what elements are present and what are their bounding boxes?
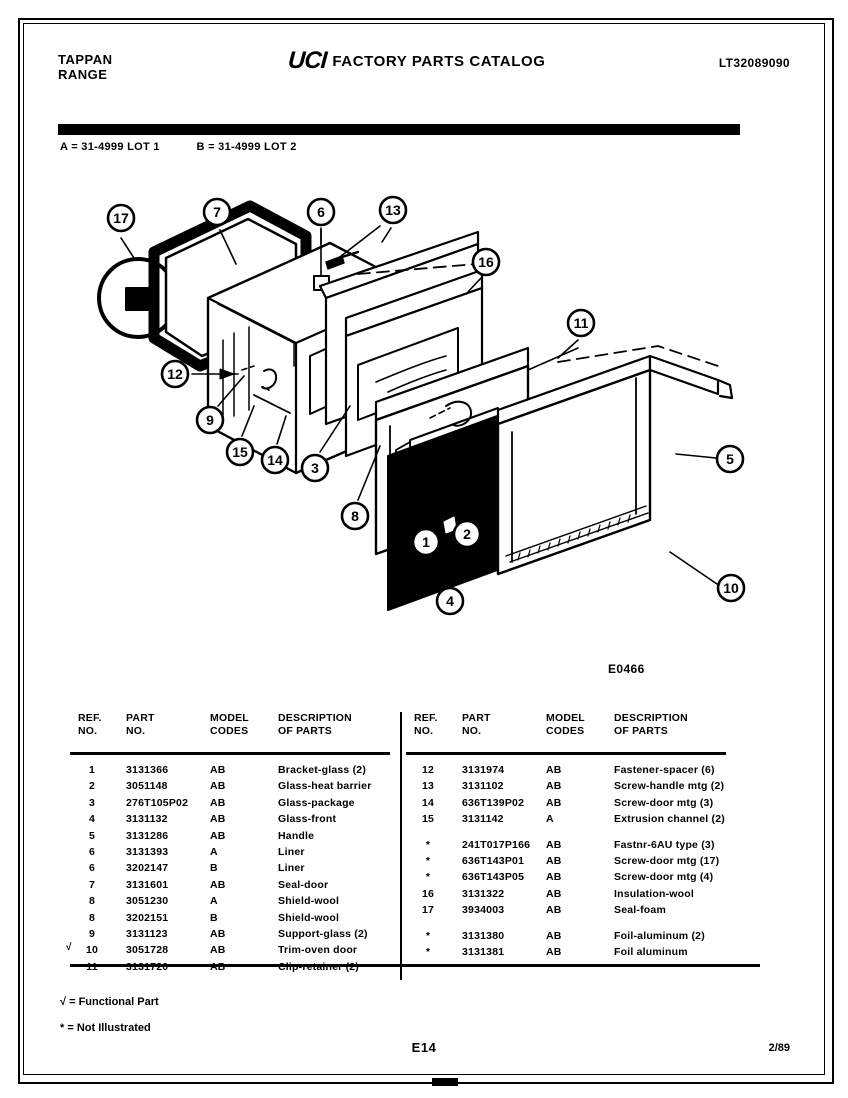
table-row: [406, 764, 736, 780]
header-divider-thin: [58, 133, 740, 135]
brand-name: [58, 52, 113, 82]
brand-line-1: TAPPAN: [58, 52, 113, 67]
cell-part-no: 3131322: [462, 887, 505, 900]
table-header-right: [406, 712, 742, 750]
svg-text:1: 1: [422, 534, 430, 550]
svg-text:7: 7: [213, 204, 221, 220]
cell-description: Liner: [278, 845, 305, 858]
table-row: [406, 797, 736, 813]
header-ref-no: REF. NO.: [78, 712, 102, 737]
cell-model-codes: AB: [546, 764, 562, 776]
cell-description: Handle: [278, 829, 315, 842]
header-part-no: PART NO.: [126, 712, 155, 737]
cell-ref-no: 8: [88, 911, 96, 924]
cell-model-codes: AB: [210, 944, 226, 957]
table-row: [406, 813, 736, 829]
cell-model-codes: A: [546, 813, 554, 826]
cell-model-codes: AB: [546, 796, 562, 809]
table-row: [70, 797, 400, 813]
table-row: [70, 830, 400, 846]
cell-model-codes: AB: [546, 838, 562, 851]
svg-text:17: 17: [113, 210, 129, 226]
table-row: [70, 764, 400, 780]
uci-logo: UCI: [287, 47, 328, 74]
svg-text:9: 9: [206, 412, 214, 428]
cell-model-codes: AB: [210, 796, 226, 809]
cell-description: Trim-oven door: [278, 944, 358, 957]
cell-ref-no: 14: [421, 796, 435, 809]
cell-part-no: 241T017P166: [462, 838, 531, 851]
cell-model-codes: A: [210, 895, 218, 908]
catalog-title: FACTORY PARTS CATALOG: [332, 52, 546, 70]
cell-part-no: 276T105P02: [126, 796, 189, 809]
brand-line-2: RANGE: [58, 67, 108, 82]
drawing-code: E0466: [608, 662, 645, 676]
table-column-divider: [400, 712, 402, 980]
table-header-left: [70, 712, 406, 750]
table-row: [406, 888, 736, 904]
exploded-parts-diagram: [58, 170, 758, 680]
table-row: [70, 862, 400, 878]
cell-part-no: 3051148: [126, 780, 168, 793]
cell-part-no: 636T143P05: [462, 871, 525, 884]
cell-part-no: 3131381: [462, 945, 505, 958]
table-bottom-rule: [70, 964, 760, 967]
callout-10: [718, 575, 744, 601]
cell-model-codes: AB: [210, 764, 226, 776]
cell-ref-no: 4: [88, 813, 96, 826]
callout-5: [717, 446, 743, 472]
table-row: [406, 930, 736, 946]
svg-text:8: 8: [351, 508, 359, 524]
cell-description: Screw-door mtg (3): [614, 796, 714, 809]
cell-ref-no: 9: [88, 927, 96, 940]
cell-ref-no: 10 √: [66, 942, 99, 957]
cell-part-no: 3051230: [126, 895, 169, 908]
cell-description: Shield-wool: [278, 911, 340, 924]
cell-part-no: 3202147: [126, 862, 169, 875]
row-spacer: [406, 830, 736, 839]
cell-description: Screw-handle mtg (2): [614, 780, 725, 793]
parts-rows-left: [66, 764, 400, 977]
cell-description: Screw-door mtg (17): [614, 854, 720, 867]
callout-8: [342, 503, 368, 529]
cell-description: Fastener-spacer (6): [614, 764, 715, 776]
cell-description: Bracket-glass (2): [278, 764, 367, 776]
cell-model-codes: AB: [210, 878, 226, 891]
legend-functional-part: √ = Functional Part: [60, 996, 159, 1008]
callout-2: [454, 521, 480, 547]
callout-6: [308, 199, 334, 225]
cell-model-codes: B: [210, 911, 218, 924]
callout-14: [262, 447, 288, 473]
callout-12: [162, 361, 188, 387]
cell-model-codes: AB: [210, 780, 226, 793]
cell-description: Seal-door: [278, 878, 329, 891]
cell-description: Support-glass (2): [278, 927, 368, 940]
model-lot-b: B = 31-4999 LOT 2: [196, 141, 297, 153]
header-description: DESCRIPTION OF PARTS: [614, 712, 688, 737]
callout-13: [380, 197, 406, 223]
cell-ref-no: *: [425, 838, 431, 851]
cell-ref-no: *: [425, 945, 431, 958]
cell-part-no: 636T143P01: [462, 854, 525, 867]
parts-table: [66, 712, 760, 982]
svg-text:2: 2: [463, 526, 471, 542]
svg-text:5: 5: [726, 451, 734, 467]
cell-part-no: 3131974: [462, 764, 505, 776]
cell-description: Liner: [278, 862, 305, 875]
svg-text:3: 3: [311, 460, 319, 476]
cell-part-no: 636T139P02: [462, 796, 525, 809]
svg-text:12: 12: [167, 366, 183, 382]
model-lot-line: [60, 141, 297, 153]
cell-model-codes: AB: [210, 927, 226, 940]
svg-text:6: 6: [317, 204, 325, 220]
cell-model-codes: AB: [210, 813, 226, 826]
cell-part-no: 3131102: [462, 780, 504, 793]
cell-model-codes: AB: [546, 904, 562, 917]
cell-ref-no: 17: [421, 904, 435, 917]
cell-part-no: 3131286: [126, 829, 169, 842]
table-row: [70, 780, 400, 796]
table-row: [406, 946, 736, 962]
page-number: E14: [411, 1040, 437, 1055]
svg-text:10: 10: [723, 580, 739, 596]
cell-ref-no: 13: [421, 780, 435, 793]
legend-not-illustrated: * = Not Illustrated: [60, 1022, 151, 1034]
callout-16: [473, 249, 499, 275]
cell-model-codes: AB: [546, 871, 562, 884]
cell-description: Glass-heat barrier: [278, 780, 372, 793]
cell-ref-no: 15: [421, 813, 435, 826]
header-description: DESCRIPTION OF PARTS: [278, 712, 352, 737]
callout-7: [204, 199, 230, 225]
callout-3: [302, 455, 328, 481]
cell-model-codes: AB: [546, 887, 562, 900]
publication-date: 2/89: [768, 1042, 790, 1054]
callout-15: [227, 439, 253, 465]
cell-description: Shield-wool: [278, 895, 340, 908]
bottom-registration-mark: [432, 1078, 458, 1086]
cell-model-codes: AB: [546, 780, 562, 793]
cell-description: Glass-package: [278, 796, 355, 809]
cell-description: Foil-aluminum (2): [614, 929, 705, 942]
table-row: [406, 904, 736, 920]
table-row: [66, 942, 400, 960]
model-lot-a: A = 31-4999 LOT 1: [60, 141, 160, 153]
cell-part-no: 3131132: [126, 813, 168, 826]
cell-ref-no: *: [425, 854, 431, 867]
svg-text:11: 11: [573, 315, 589, 331]
header-model-codes: MODEL CODES: [210, 712, 249, 737]
cell-part-no: 3051728: [126, 944, 169, 957]
cell-model-codes: AB: [210, 829, 226, 842]
svg-text:13: 13: [385, 202, 401, 218]
callout-11: [568, 310, 594, 336]
table-row: [406, 855, 736, 871]
cell-part-no: 3131393: [126, 845, 169, 858]
cell-part-no: 3131123: [126, 927, 168, 940]
cell-ref-no: *: [425, 871, 431, 884]
cell-part-no: 3202151: [126, 911, 169, 924]
cell-model-codes: B: [210, 862, 218, 875]
cell-ref-no: 1: [88, 764, 96, 776]
header-rule-left: [70, 752, 390, 755]
svg-text:4: 4: [446, 593, 454, 609]
header-part-no: PART NO.: [462, 712, 491, 737]
table-row: [70, 879, 400, 895]
cell-description: Insulation-wool: [614, 887, 694, 900]
table-row: [406, 780, 736, 796]
table-row: [70, 813, 400, 829]
svg-text:16: 16: [478, 254, 494, 270]
catalog-header: [287, 47, 546, 74]
svg-text:14: 14: [267, 452, 283, 468]
cell-model-codes: A: [210, 845, 218, 858]
document-number: LT32089090: [718, 56, 790, 70]
cell-ref-no: 6: [88, 862, 96, 875]
cell-model-codes: AB: [546, 929, 562, 942]
cell-part-no: 3131601: [126, 878, 169, 891]
cell-ref-no: 2: [88, 780, 96, 793]
callout-17: [108, 205, 134, 231]
header-ref-no: REF. NO.: [414, 712, 438, 737]
cell-description: Glass-front: [278, 813, 337, 826]
cell-description: Screw-door mtg (4): [614, 871, 714, 884]
svg-text:15: 15: [232, 444, 248, 460]
parts-rows-right: [406, 764, 736, 962]
table-row: [406, 871, 736, 887]
callout-1: [413, 529, 439, 555]
cell-part-no: 3131142: [462, 813, 504, 826]
cell-ref-no: 5: [88, 829, 96, 842]
cell-description: Seal-foam: [614, 904, 666, 917]
parts-table-left: [66, 712, 406, 957]
cell-ref-no: 6: [88, 845, 96, 858]
cell-ref-no: 16: [421, 887, 435, 900]
cell-ref-no: 3: [88, 796, 96, 809]
header-model-codes: MODEL CODES: [546, 712, 585, 737]
callout-9: [197, 407, 223, 433]
table-row: [70, 895, 400, 911]
cell-description: Fastnr-6AU type (3): [614, 838, 715, 851]
row-spacer: [406, 921, 736, 930]
parts-table-right: [406, 712, 742, 958]
cell-ref-no: 7: [88, 878, 96, 891]
cell-ref-no: 8: [88, 895, 96, 908]
cell-description: Foil aluminum: [614, 945, 688, 958]
cell-ref-no: *: [425, 929, 431, 942]
cell-part-no: 3934003: [462, 904, 505, 917]
table-row: [70, 846, 400, 862]
cell-part-no: 3131366: [126, 764, 169, 776]
functional-part-tick: √: [66, 942, 72, 954]
callout-4: [437, 588, 463, 614]
cell-ref-no: 12: [421, 764, 435, 776]
cell-description: Extrusion channel (2): [614, 813, 725, 826]
cell-part-no: 3131380: [462, 929, 505, 942]
cell-model-codes: AB: [546, 945, 562, 958]
header-rule-right: [406, 752, 726, 755]
table-row: [70, 912, 400, 928]
table-row: [70, 928, 400, 944]
table-row: [406, 839, 736, 855]
cell-model-codes: AB: [546, 854, 562, 867]
